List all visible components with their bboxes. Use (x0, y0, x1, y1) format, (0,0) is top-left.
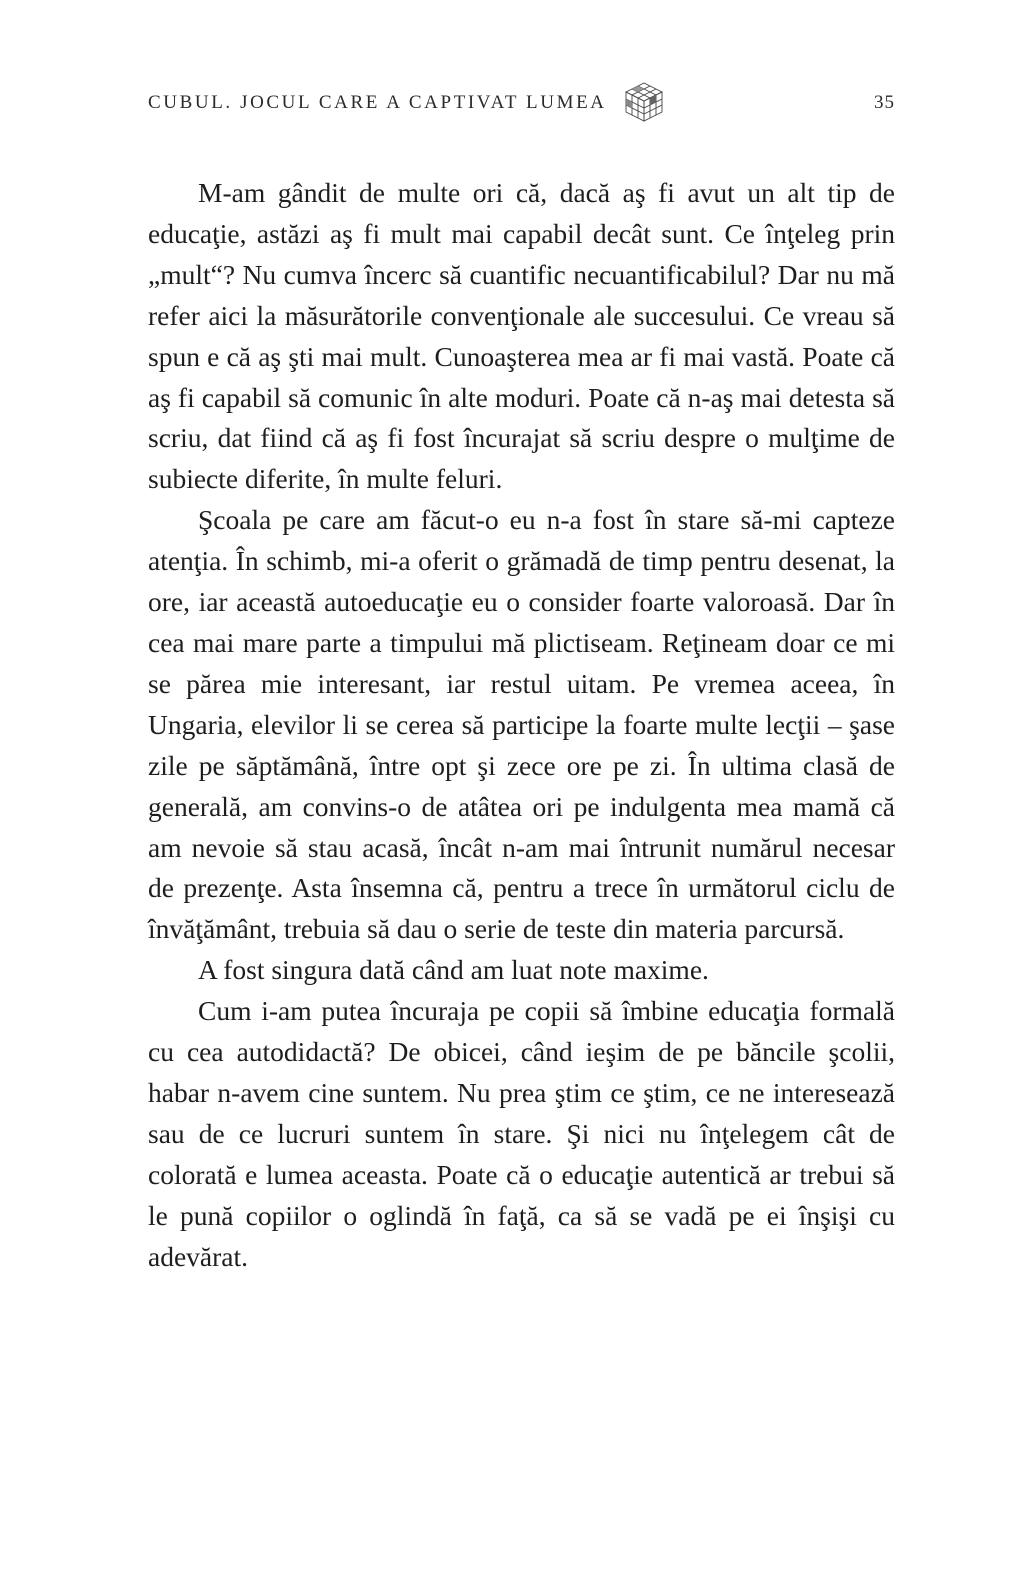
paragraph: A fost singura dată când am luat note maxime. (198, 954, 709, 986)
paragraph: Şcoala pe care am făcut-o eu n-a fost în stare să-mi capteze atenţia. În schimb, mi-a oferit o grămadă de timp pentru desenat, la ore, iar această autoeducaţie eu o consider foarte valoroasă. Dar în cea mai mare parte a timpului mă plictiseam. Reţineam doar ce mi se părea mie interesant, iar restul uitam. Pe vremea aceea, în Ungaria, elevilor li se cerea să participe la foarte multe lecţii – şase zile pe săptămână, între opt şi zece ore pe zi. În ultima clasă de generală, am convins-o de atâtea ori pe indulgenta mea mamă că am nevoie să stau acasă, încât n-am mai întrunit numărul necesar de prezenţe. Asta însemna că, pentru a trece în următorul ciclu de învăţământ, trebuia să dau o serie de teste din materia parcursă. (148, 504, 895, 945)
page-number: 35 (874, 92, 895, 113)
rubiks-cube-icon (622, 80, 666, 124)
paragraph: Cum i-am putea încuraja pe copii să îmbine educaţia formală cu cea autodidactă? De obicei, când ieşim de pe băncile şcolii, habar n-avem cine suntem. Nu prea ştim ce ştim, ce ne interesează sau de ce lucruri suntem în stare. Şi nici nu înţelegem cât de colorată e lumea aceasta. Poate că o educaţie autentică ar trebui să le pună copiilor o oglindă în faţă, ca să se vadă pe ei înşişi cu adevărat. (148, 995, 895, 1272)
paragraph: M-am gândit de multe ori că, dacă aş fi avut un alt tip de educaţie, astăzi aş fi mult mai capabil decât sunt. Ce înţeleg prin „mult“? Nu cumva încerc să cuantific necuantificabilul? Dar nu mă refer aici la măsurătorile convenţionale ale succesului. Ce vreau să spun e că aş şti mai mult. Cunoaşterea mea ar fi mai vastă. Poate că aş fi capabil să comunic în alte moduri. Poate că n-aş mai detesta să scriu, dat fiind că aş fi fost încurajat să scriu despre o mulţime de subiecte diferite, în multe feluri. (148, 177, 895, 495)
body-text (148, 173, 895, 1277)
running-head (148, 88, 895, 124)
running-title: CUBUL. JOCUL CARE A CAPTIVAT LUMEA (148, 92, 607, 113)
